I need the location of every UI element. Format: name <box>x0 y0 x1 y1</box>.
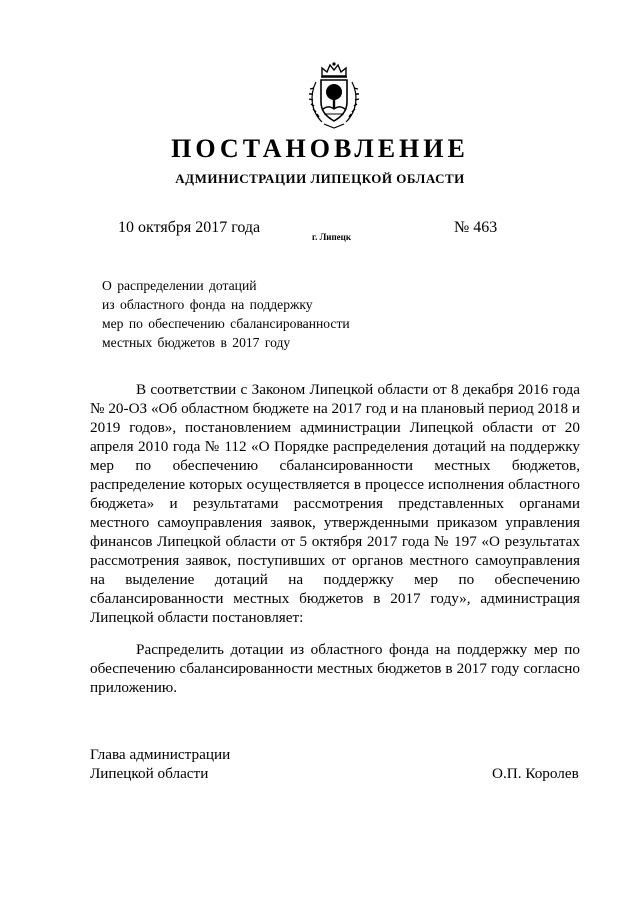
signatory-name: О.П. Королев <box>492 765 579 782</box>
document-title: ПОСТАНОВЛЕНИЕ <box>171 134 469 163</box>
body-paragraph-preamble: В соответствии с Законом Липецкой области от 8 декабря 2016 года № 20-ОЗ «Об областном бюджете на 2017 год и на плановый период 2018 и 2019 годов», постановлением администрации Липецкой области от 20 апреля 2010 года № 112 «О Порядке распределения дотаций на поддержку мер по обеспечению сбалансированности местных бюджетов, распределение которых осуществляется в процессе исполнения областного бюджета» и результатами рассмотрения представленных органами местного самоуправления заявок, утвержденными приказом управления финансов Липецкой области от 5 октября 2017 года № 197 «О результатах рассмотрения заявок, поступивших от органов местного самоуправления на выделение дотаций на поддержку мер по обеспечению сбалансированности местных бюджетов в 2017 году», администрация Липецкой области постановляет: <box>90 381 580 626</box>
document-city: г. Липецк <box>312 232 352 242</box>
subject-line: О распределении дотаций <box>102 278 257 293</box>
subject-line: из областного фонда на поддержку <box>102 297 313 312</box>
signatory-position-line: Глава администрации <box>90 746 231 763</box>
signatory-position <box>90 745 230 783</box>
body-paragraph-resolution: Распределить дотации из областного фонда на поддержку мер по обеспечению сбалансированности местных бюджетов в 2017 году согласно приложению. <box>90 641 580 696</box>
document-issuer: АДМИНИСТРАЦИИ ЛИПЕЦКОЙ ОБЛАСТИ <box>175 171 465 186</box>
document-subject <box>102 276 422 352</box>
document-number: № 463 <box>454 219 498 236</box>
lipetsk-coat-of-arms-icon <box>306 60 362 130</box>
subject-line: местных бюджетов в 2017 году <box>102 335 291 350</box>
subject-line: мер по обеспечению сбалансированности <box>102 316 350 331</box>
document-date: 10 октября 2017 года <box>118 219 261 236</box>
signatory-position-line: Липецкой области <box>90 765 209 782</box>
